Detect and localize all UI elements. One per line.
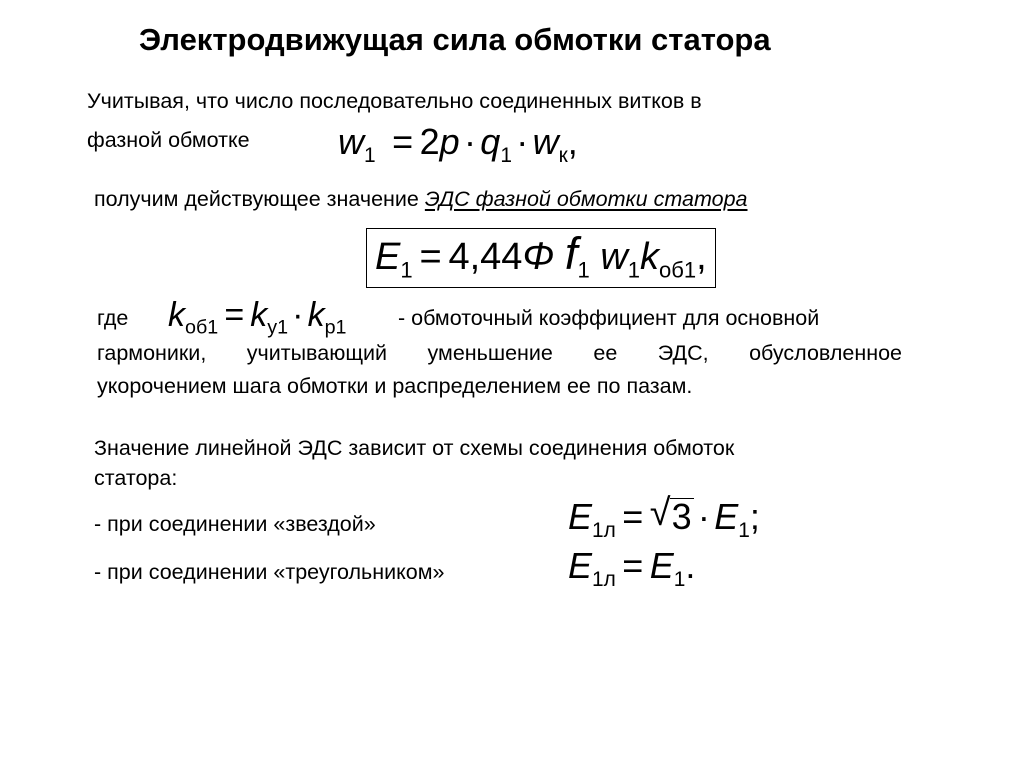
formula-star-semicolon: ;: [749, 496, 760, 537]
formula-turns-w: w: [532, 121, 559, 162]
formula-k-ky: k: [250, 296, 268, 334]
formula-star-lhs-sub: 1л: [592, 518, 616, 542]
star-label: - при соединении «звездой»: [94, 512, 376, 536]
where-word: где: [97, 306, 129, 330]
formula-star-rhs-sub: 1: [738, 518, 750, 542]
formula-emf-k-sub: об1: [659, 257, 697, 283]
intro-line-2: фазной обмотке: [87, 128, 250, 152]
formula-star: [568, 491, 760, 542]
formula-emf-phi: Φ: [522, 236, 555, 278]
formula-star-eq: =: [622, 496, 644, 537]
formula-winding-coef: [168, 298, 347, 338]
emf-underlined: ЭДС фазной обмотки статора: [424, 187, 748, 211]
formula-delta-lhs: E: [568, 545, 593, 586]
formula-star-radicand: 3: [671, 496, 692, 537]
formula-star-root-sign: √: [649, 491, 671, 534]
formula-turns: [338, 121, 578, 167]
formula-turns-coef: 2: [419, 121, 440, 162]
linear-line-2: статора:: [94, 466, 178, 490]
formula-k-dot: ·: [292, 296, 304, 334]
formula-turns-eq: =: [392, 121, 414, 162]
formula-turns-lhs: w: [338, 121, 364, 162]
linear-line-1: Значение линейной ЭДС зависит от схемы соединения обмоток: [94, 436, 735, 460]
formula-k-eq: =: [224, 296, 245, 334]
emf-line: [94, 187, 748, 212]
formula-star-lhs: E: [568, 496, 593, 537]
formula-star-dot: ·: [697, 496, 710, 537]
formula-k-lhs: k: [168, 296, 185, 334]
formula-delta-rhs-sub: 1: [673, 567, 686, 591]
formula-delta-eq: =: [622, 545, 644, 586]
where-desc-line-1: - обмоточный коэффициент для основной: [398, 306, 820, 330]
formula-star-sqrt: [649, 491, 694, 537]
formula-emf-w-sub: 1: [627, 257, 641, 283]
formula-delta-rhs: E: [649, 545, 674, 586]
formula-k-ky-sub: у1: [267, 316, 289, 339]
emf-prefix: получим действующее значение: [94, 187, 419, 211]
formula-emf-w: w: [600, 236, 628, 278]
formula-emf-f-sub: 1: [577, 257, 590, 283]
formula-turns-w-sub: к: [558, 143, 568, 167]
formula-emf-eq: =: [419, 236, 442, 278]
formula-turns-p: p: [439, 121, 460, 162]
formula-turns-dot2: ·: [516, 121, 529, 162]
where-desc-line-2: гармоники, учитывающий уменьшение ее ЭДС, обусловленное: [97, 341, 902, 365]
page-title: Электродвижущая сила обмотки статора: [139, 22, 771, 57]
formula-emf-comma: ,: [696, 236, 707, 278]
formula-turns-q: q: [480, 121, 501, 162]
formula-delta: [568, 545, 696, 591]
where-desc-line-3: укорочением шага обмотки и распределением ее по пазам.: [97, 374, 693, 398]
formula-turns-q-sub: 1: [500, 143, 512, 167]
formula-emf-num: 4,44: [448, 236, 523, 278]
intro-line-1: Учитывая, что число последовательно соединенных витков в: [87, 89, 702, 113]
formula-delta-lhs-sub: 1л: [592, 567, 616, 591]
formula-k-kp: k: [307, 296, 325, 334]
formula-turns-lhs-sub: 1: [364, 143, 376, 167]
formula-emf-lhs-sub: 1: [400, 257, 413, 283]
formula-turns-comma: ,: [567, 121, 578, 162]
delta-label: - при соединении «треугольником»: [94, 560, 445, 584]
formula-emf-box: [366, 228, 716, 288]
formula-delta-period: .: [685, 545, 696, 586]
formula-emf-f: f: [564, 228, 578, 279]
formula-emf-lhs: E: [375, 236, 401, 278]
formula-star-rhs: E: [714, 496, 739, 537]
formula-k-lhs-sub: об1: [185, 316, 219, 339]
formula-turns-dot1: ·: [463, 121, 476, 162]
formula-k-kp-sub: р1: [324, 316, 347, 339]
formula-emf-k: k: [640, 236, 660, 278]
